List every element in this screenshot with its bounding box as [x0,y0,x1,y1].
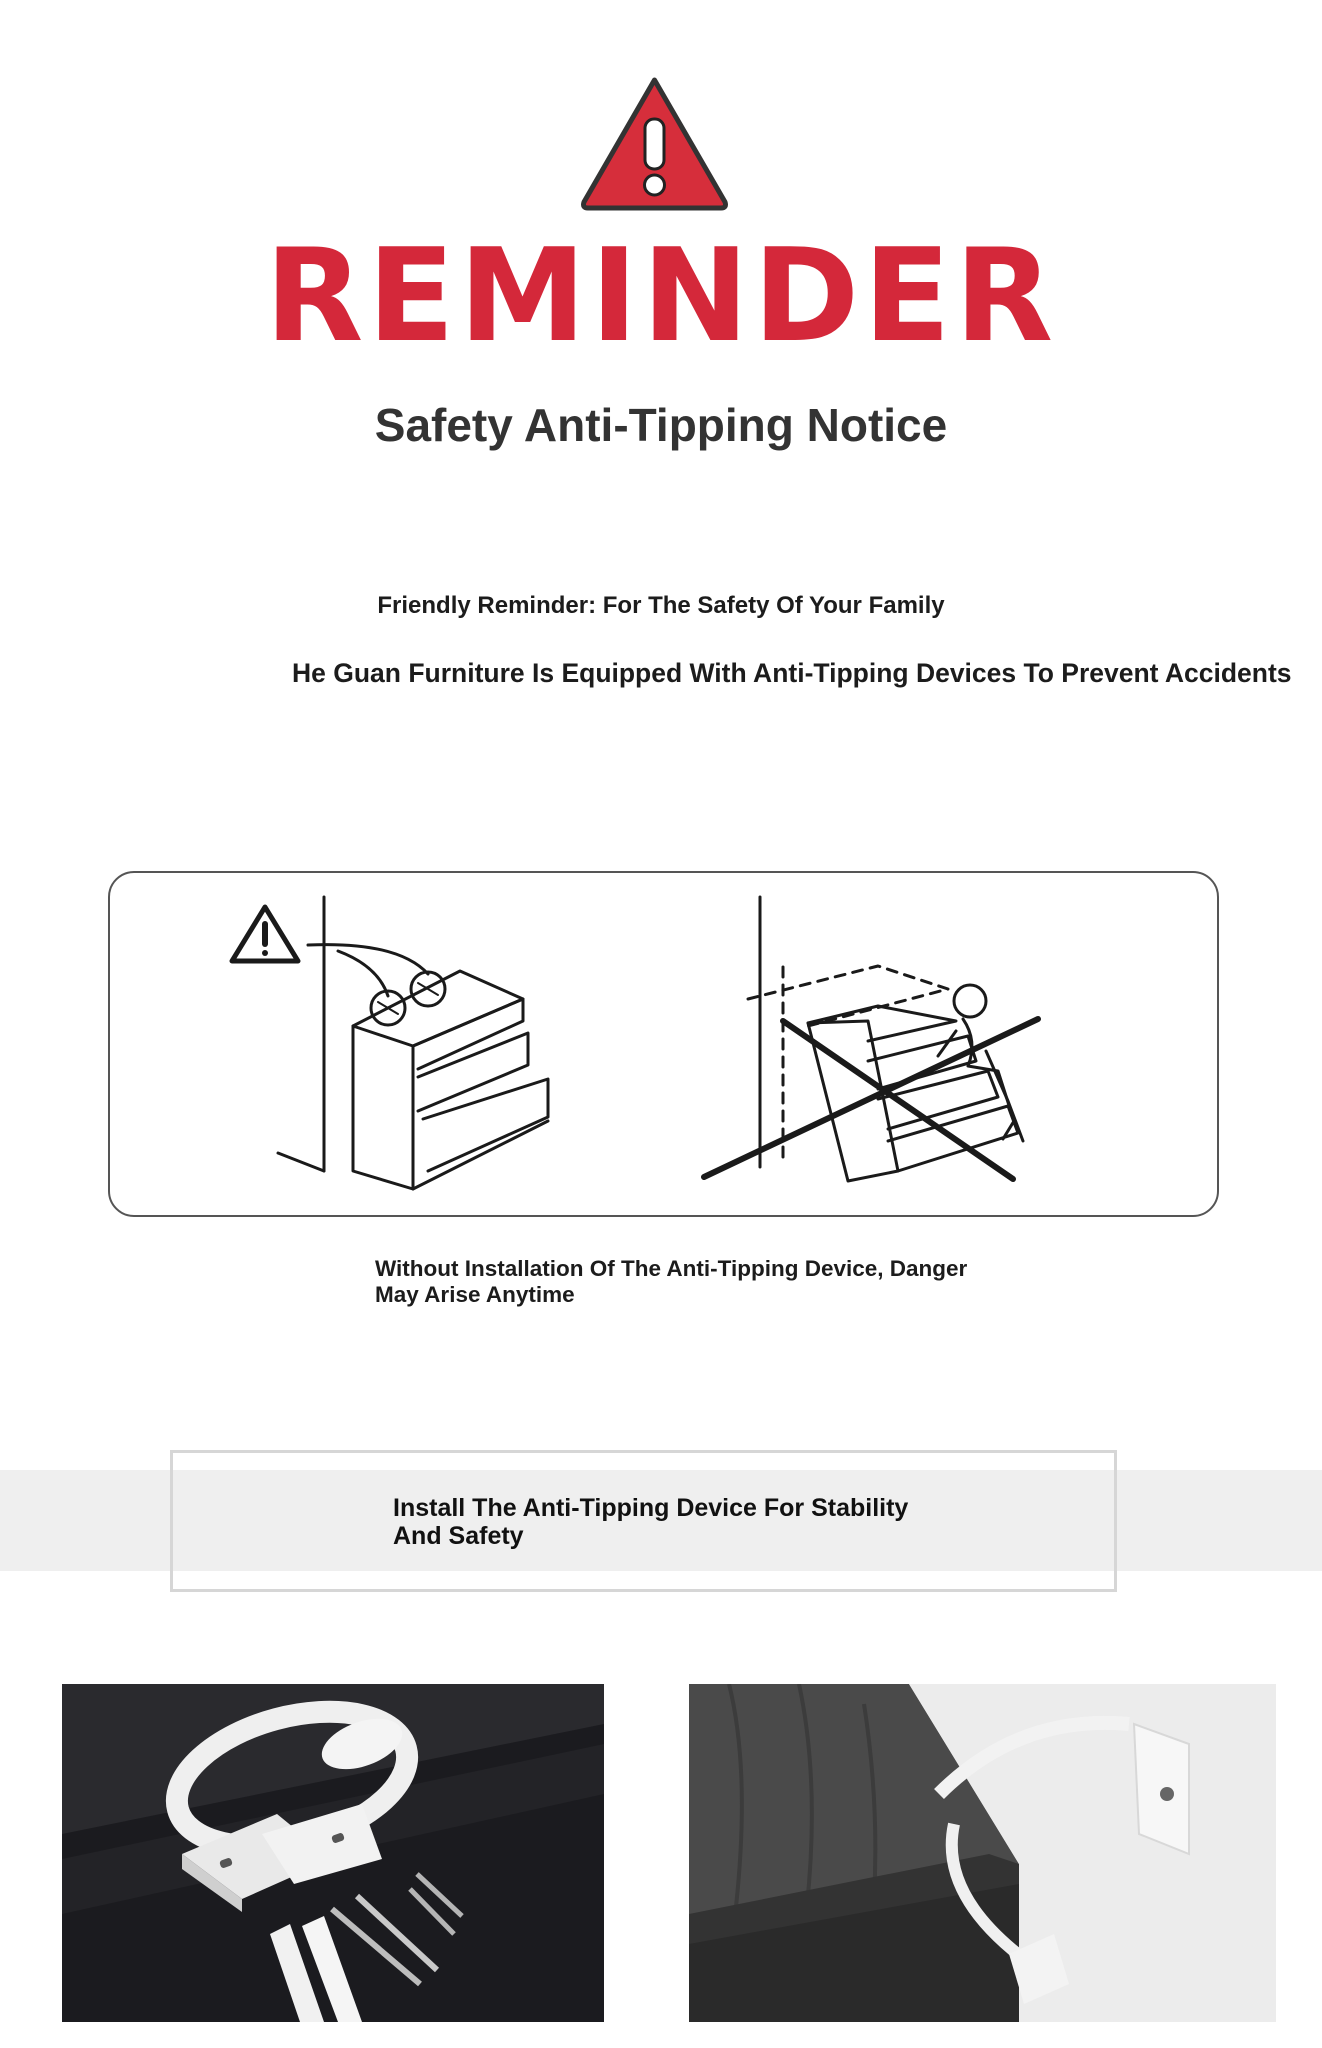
tipping-illustration [108,871,1219,1217]
installed-device-photo [689,1684,1276,2022]
install-instruction-text: Install The Anti-Tipping Device For Stability And Safety [393,1494,909,1550]
page-title: Safety Anti-Tipping Notice [374,399,948,451]
small-warning-triangle-icon [232,907,298,961]
reminder-heading: REMINDER [264,222,1058,371]
warning-triangle-icon [578,74,731,212]
anti-tipping-equipped-text: He Guan Furniture Is Equipped With Anti-Tipping Devices To Prevent Accidents [292,658,1292,688]
friendly-reminder-text: Friendly Reminder: For The Safety Of Your Family [377,592,945,619]
device-kit-photo [62,1684,604,2022]
danger-caption: Without Installation Of The Anti-Tipping Device, Danger May Arise Anytime [375,1256,968,1307]
